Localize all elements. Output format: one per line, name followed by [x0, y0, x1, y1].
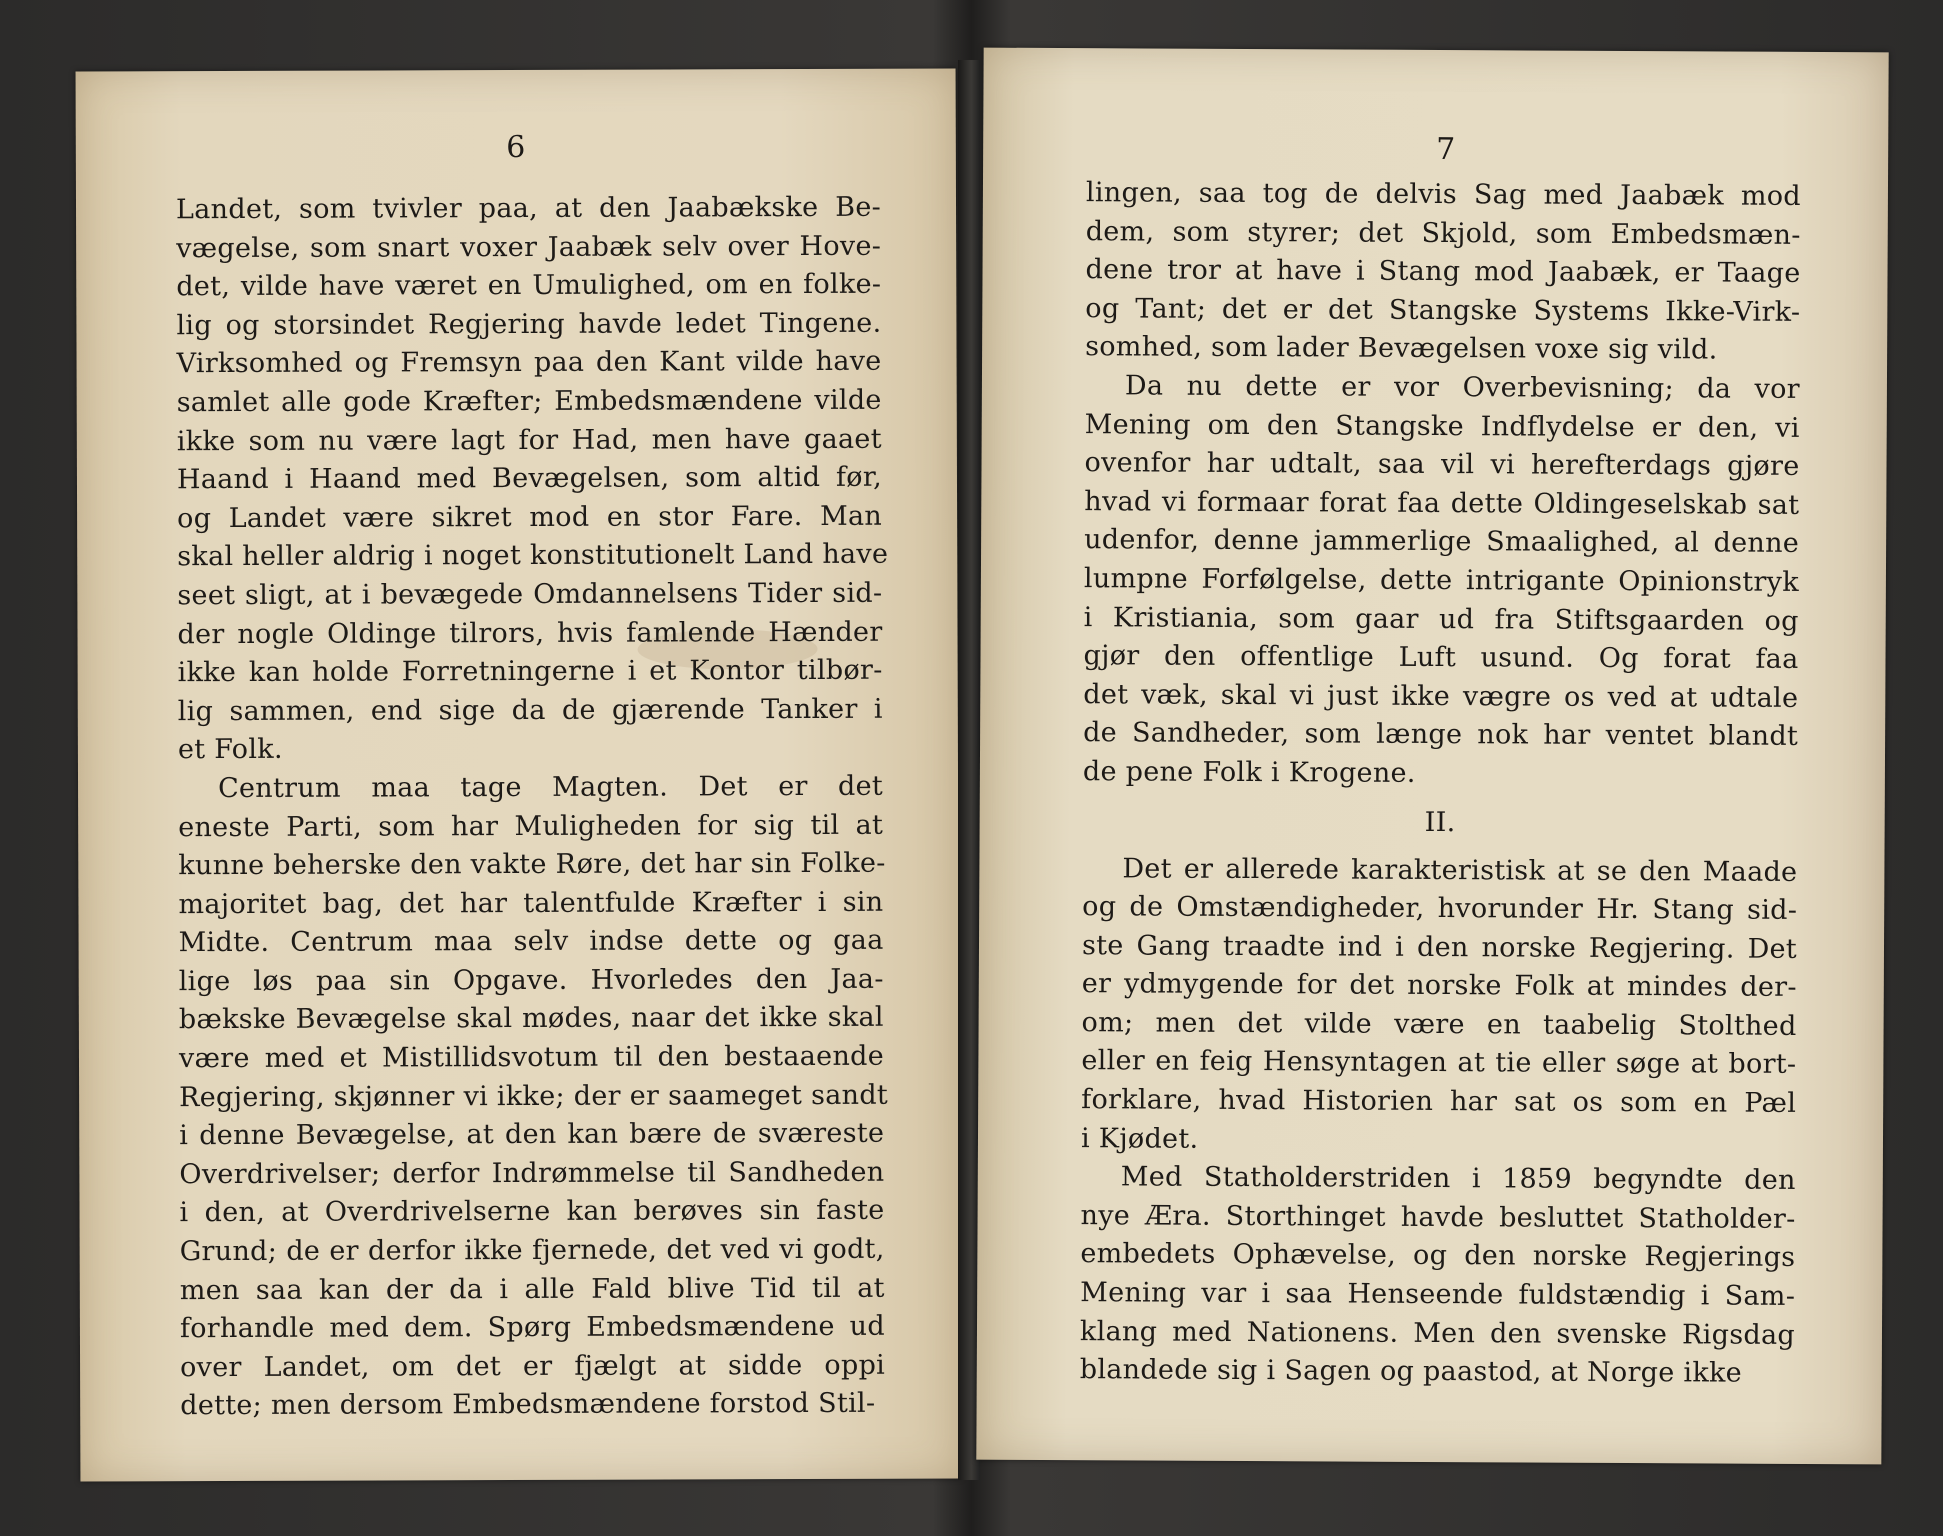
text-line: ste Gang traadte ind i den norske Regjering. Det	[1081, 929, 1798, 965]
text-line: forhandle med dem. Spørg Embedsmændene ud	[179, 1310, 885, 1345]
text-line: lig og storsindet Regjering havde ledet Tingene.	[176, 307, 882, 341]
text-line: Mening om den Stangske Indflydelse er den, vi	[1084, 408, 1800, 444]
page-number: 6	[506, 129, 526, 166]
text-line: ikke kan holde Forretningerne i et Kontor tilbør-	[177, 654, 883, 689]
text-line: klang med Nationens. Men den svenske Rigsdag	[1079, 1315, 1796, 1351]
text-line: kunne beherske den vakte Røre, det har sin Folke-	[178, 847, 886, 882]
text-line: nye Æra. Storthinget havde besluttet Statholder-	[1080, 1200, 1796, 1235]
text-line: dette; men dersom Embedsmændene forstod Stil-	[180, 1388, 876, 1422]
left-page-text	[175, 189, 889, 1426]
text-line: eller en feig Hensyntagen at tie eller søge at bort-	[1081, 1045, 1797, 1081]
text-line: og de Omstændigheder, hvorunder Hr. Stang sid-	[1082, 891, 1798, 927]
text-line: vægelse, som snart voxer Jaabæk selv over Hove-	[176, 230, 882, 264]
text-line: der nogle Oldinge tilrors, hvis famlende Hænder	[177, 616, 883, 650]
text-line: men saa kan der da i alle Fald blive Tid til at	[179, 1272, 885, 1306]
text-line: Overdrivelser; derfor Indrømmelse til Sandheden	[179, 1156, 885, 1191]
text-line: ovenfor har udtalt, saa vil vi herefterdags gjøre	[1084, 447, 1800, 483]
text-line: i denne Bevægelse, at den kan bære de sværeste	[179, 1117, 885, 1152]
text-line: somhed, som lader Bevægelsen voxe sig vild.	[1085, 331, 1718, 366]
text-line: Med Statholderstriden i 1859 begyndte den	[1120, 1161, 1796, 1197]
text-line: det, vilde have været en Umulighed, om en folke-	[176, 268, 882, 303]
text-line: gjør den offentlige Luft usund. Og forat faa	[1083, 640, 1799, 676]
text-line: bækske Bevægelse skal mødes, naar det ikke skal	[178, 1002, 884, 1036]
text-line: majoritet bag, det har talentfulde Kræfter i sin	[178, 886, 884, 920]
text-line: dene tror at have i Stang mod Jaabæk, er Taage	[1085, 254, 1801, 290]
text-line: Midte. Centrum maa selv indse dette og gaa	[178, 925, 884, 959]
text-line: og Landet være sikret mod en stor Fare. Man	[177, 500, 883, 534]
text-line: det væk, skal vi just ikke vægre os ved at udtale	[1083, 678, 1799, 714]
text-line: om; men det vilde være en taabelig Stolthed	[1081, 1007, 1797, 1042]
text-line: et Folk.	[177, 734, 283, 766]
section-heading: II.	[1424, 806, 1456, 838]
text-line: samlet alle gode Kræfter; Embedsmændene vilde	[176, 384, 882, 419]
text-line: Centrum maa tage Magten. Det er det	[217, 770, 884, 804]
right-page-text	[1080, 174, 1801, 1394]
text-line: Virksomhed og Fremsyn paa den Kant vilde have	[176, 346, 882, 380]
text-line: de pene Folk i Krogene.	[1082, 756, 1416, 789]
text-line: og Tant; det er det Stangske Systems Ikke-Virk-	[1085, 292, 1801, 328]
text-line: forklare, hvad Historien har sat os som en Pæl	[1081, 1084, 1797, 1119]
left-page	[76, 68, 961, 1481]
text-line: være med et Mistillidsvotum til den bestaaende	[178, 1040, 885, 1075]
text-line: lige løs paa sin Opgave. Hvorledes den Jaa-	[178, 963, 884, 998]
page-number: 7	[1436, 132, 1456, 168]
text-line: de Sandheder, som længe nok har ventet blandt	[1083, 717, 1799, 753]
text-line: dem, som styrer; det Skjold, som Embedsmæn-	[1085, 215, 1801, 251]
text-line: ikke som nu være lagt for Had, men have gaaet	[176, 423, 882, 457]
text-line: Haand i Haand med Bevægelsen, som altid før,	[176, 461, 883, 496]
text-line: Mening var i saa Henseende fuldstændig i Sam-	[1080, 1277, 1796, 1312]
text-line: i den, at Overdrivelserne kan berøves sin faste	[179, 1195, 885, 1229]
text-line: i Kjødet.	[1080, 1122, 1199, 1155]
text-line: Grund; de er derfor ikke fjernede, det ved vi godt,	[179, 1233, 885, 1268]
text-line: Det er allerede karakteristisk at se den Maade	[1122, 852, 1798, 888]
text-line: lumpne Forfølgelse, dette intrigante Opinionstryk	[1083, 563, 1799, 598]
right-page	[976, 48, 1888, 1465]
text-line: Da nu dette er vor Overbevisning; da vor	[1124, 370, 1801, 405]
text-line: skal heller aldrig i noget konstitutionelt Land have	[177, 539, 889, 573]
text-line: over Landet, om det er fjælgt at sidde oppi	[180, 1349, 886, 1383]
text-line: seet sligt, at i bevægede Omdannelsens Tider sid-	[177, 577, 883, 612]
text-line: embedets Ophævelse, og den norske Regjerings	[1080, 1238, 1796, 1274]
text-line: blandede sig i Sagen og paastod, at Norge ikke	[1079, 1354, 1743, 1389]
text-line: udenfor, denne jammerlige Smaalighed, al denne	[1084, 524, 1800, 560]
text-line: er ydmygende for det norske Folk at mindes der-	[1081, 968, 1797, 1004]
text-line: hvad vi formaar forat faa dette Oldingeselskab sat	[1084, 485, 1800, 521]
text-line: Landet, som tvivler paa, at den Jaabækske Be-	[175, 191, 882, 226]
text-line: Regjering, skjønner vi ikke; der er saameget sandt	[179, 1079, 889, 1113]
text-line: lig sammen, end sige da de gjærende Tanker i	[177, 693, 883, 727]
text-line: i Kristiania, som gaar ud fra Stiftsgaarden og	[1083, 601, 1799, 637]
text-line: lingen, saa tog de delvis Sag med Jaabæk mod	[1085, 177, 1802, 212]
text-line: eneste Parti, som har Muligheden for sig til at	[178, 809, 884, 843]
